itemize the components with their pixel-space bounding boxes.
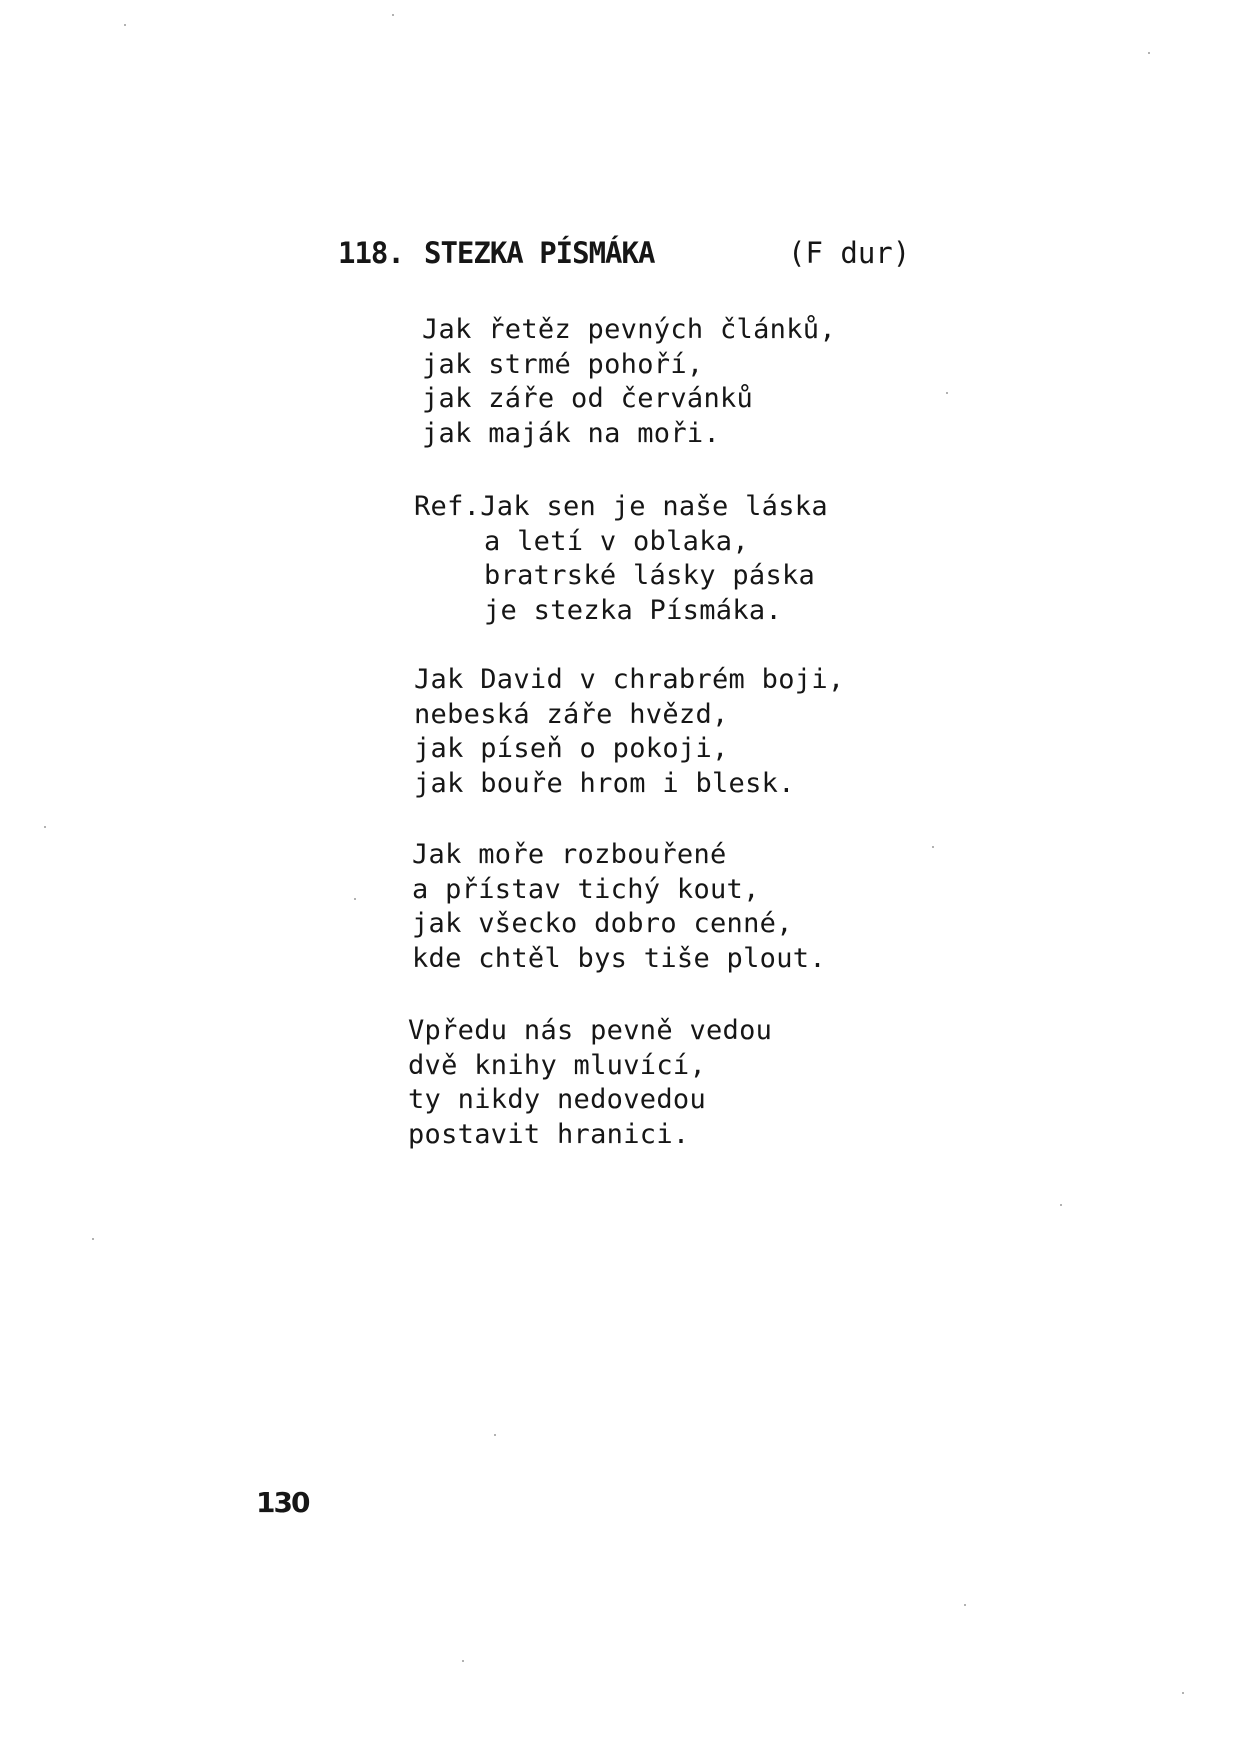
lyric-line: Jak David v chrabrém boji,	[414, 664, 845, 695]
stanza-1	[422, 313, 836, 451]
stanza-2	[414, 663, 844, 801]
lyric-line: jak píseň o pokoji,	[414, 733, 729, 764]
lyric-line: ty nikdy nedovedou	[408, 1084, 706, 1115]
lyric-line: Ref.Jak sen je naše láska	[414, 491, 828, 522]
scan-speck	[392, 14, 394, 16]
lyric-line: Jak řetěz pevných článků,	[422, 314, 836, 345]
scan-speck	[494, 1434, 496, 1436]
lyric-line: je stezka Písmáka.	[484, 594, 782, 626]
lyric-line: jak maják na moři.	[422, 417, 720, 449]
song-title: STEZKA PÍSMÁKA	[424, 236, 655, 270]
lyric-line: nebeská záře hvězd,	[414, 698, 729, 730]
page-number: 130	[256, 1486, 309, 1519]
lyric-line: Vpředu nás pevně vedou	[408, 1015, 773, 1046]
stanza-3	[412, 838, 826, 976]
scan-speck	[354, 898, 356, 900]
scan-speck	[964, 1604, 966, 1606]
lyric-line: kde chtěl bys tiše plout.	[412, 942, 826, 974]
scan-speck	[932, 846, 934, 848]
lyric-line: Jak moře rozbouřené	[412, 839, 727, 870]
lyric-line: a přístav tichý kout,	[412, 873, 760, 905]
lyric-line: jak bouře hrom i blesk.	[414, 767, 795, 799]
lyric-line: jak strmé pohoří,	[422, 348, 704, 380]
scan-speck	[1060, 1204, 1062, 1206]
lyric-line: postavit hranici.	[408, 1118, 690, 1150]
scan-speck	[1148, 52, 1150, 54]
lyric-line: jak všecko dobro cenné,	[412, 908, 793, 939]
scan-speck	[92, 1238, 94, 1240]
stanza-4	[408, 1014, 772, 1152]
scan-speck	[44, 826, 46, 828]
scan-speck	[946, 392, 948, 394]
lyric-line: dvě knihy mluvící,	[408, 1049, 706, 1081]
scan-speck	[462, 1660, 464, 1662]
scan-speck	[124, 24, 126, 26]
refrain	[414, 490, 828, 628]
lyric-line: bratrské lásky páska	[484, 560, 816, 591]
song-key: (F dur)	[788, 236, 911, 270]
lyric-line: a letí v oblaka,	[484, 525, 749, 557]
song-number: 118.	[338, 236, 404, 270]
scan-speck	[1182, 1692, 1184, 1694]
lyric-line: jak záře od červánků	[422, 383, 754, 414]
